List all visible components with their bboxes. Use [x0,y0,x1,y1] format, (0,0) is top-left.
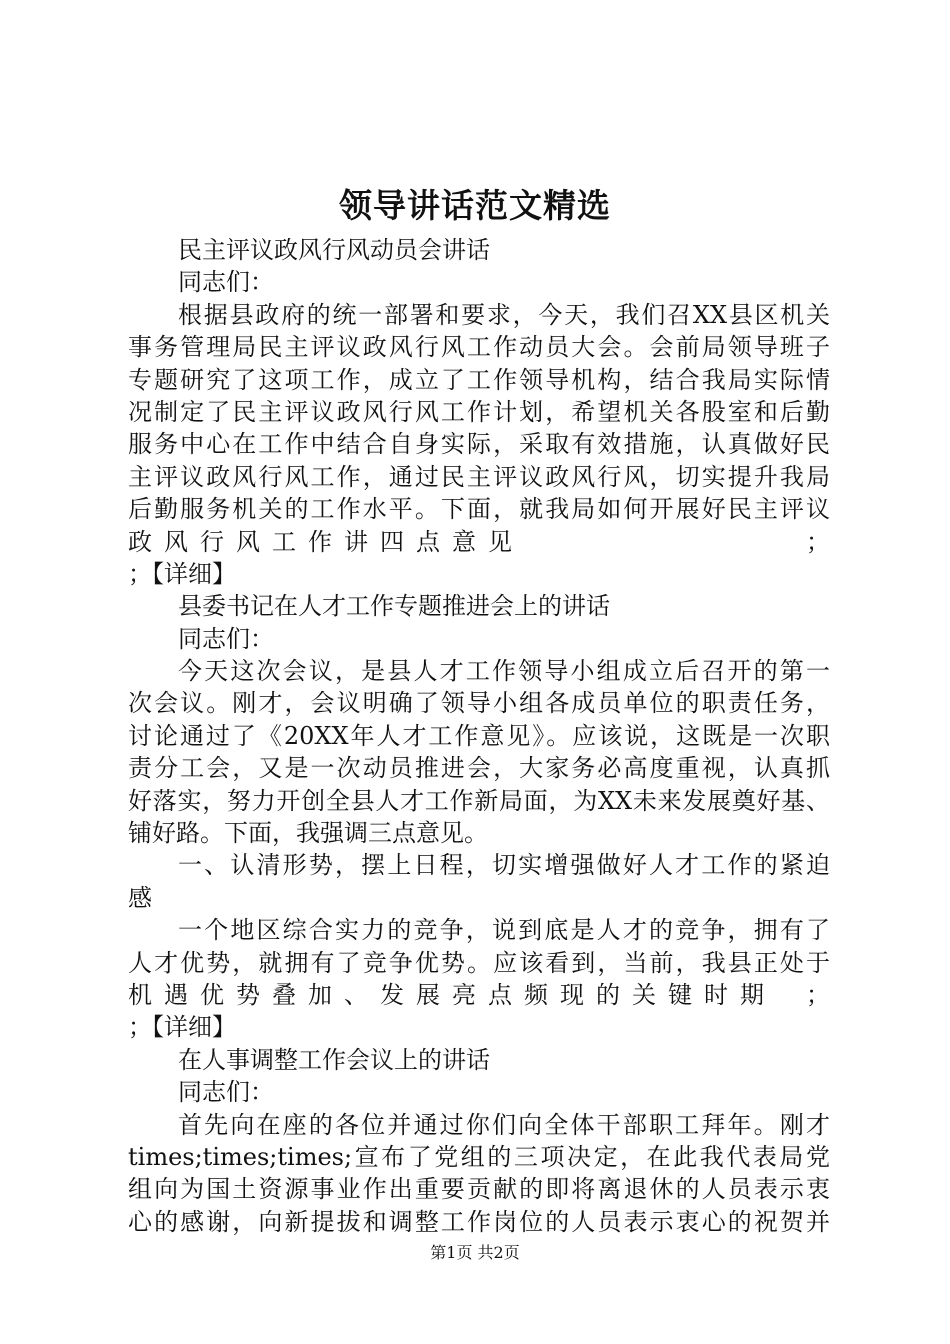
text-line: 专题研究了这项工作，成立了工作领导机构，结合我局实际情 [128,365,830,394]
text-line: 同志们： [178,624,274,653]
text-line: 民主评议政风行风动员会讲话 [178,236,490,264]
text-line: 首先向在座的各位并通过你们向全体干部职工拜年。刚才 [178,1110,830,1139]
text-line: times;times;times;宣布了党组的三项决定，在此我代表局党 [128,1142,830,1171]
text-line: 县委书记在人才工作专题推进会上的讲话 [178,592,610,621]
text-line: 况制定了民主评议政风行风工作计划，希望机关各股室和后勤 [128,397,830,426]
text-line [128,979,830,1011]
text-line: 一、认清形势，摆上日程，切实增强做好人才工作的紧迫 [178,851,830,880]
text-line: 人才优势，就拥有了竞争优势。应该看到，当前，我县正处于 [128,948,830,977]
text-line: 讨论通过了《20XX年人才工作意见》。应该说，这既是一次职 [128,721,830,750]
text-line: 根据县政府的统一部署和要求，今天，我们召XX县区机关 [178,300,830,329]
text-line: 心的感谢，向新提拔和调整工作岗位的人员表示衷心的祝贺并 [128,1207,830,1236]
text-line: 一个地区综合实力的竞争，说到底是人才的竞争，拥有了 [178,916,830,945]
text-line: 铺好路。下面，我强调三点意见。 [128,819,488,848]
text-line [128,526,830,558]
text-line: 组向为国土资源事业作出重要贡献的即将离退休的人员表示衷 [128,1175,830,1204]
page-footer: 第1页 共2页 [430,1243,520,1262]
text-line-right: ； [806,527,830,556]
text-line: ；【详细】 [128,1013,236,1042]
document-body [128,234,830,1238]
text-line-right: ； [806,980,830,1009]
document-title: 领导讲话范文精选 [339,186,611,225]
text-line: 次会议。刚才，会议明确了领导小组各成员单位的职责任务， [128,689,830,718]
text-line: 主评议政风行风工作，通过民主评议政风行风，切实提升我局 [128,462,830,491]
text-line-left: 机遇优势叠加、发展亮点频现的关键时期 [128,980,776,1009]
text-line: 后勤服务机关的工作水平。下面，就我局如何开展好民主评议 [128,495,830,524]
text-line: 事务管理局民主评议政风行风工作动员大会。会前局领导班子 [128,333,830,362]
text-line: 服务中心在工作中结合自身实际，采取有效措施，认真做好民 [128,430,830,459]
text-line-left: 政风行风工作讲四点意见 [128,527,524,556]
text-line: 今天这次会议，是县人才工作领导小组成立后召开的第一 [178,657,830,686]
text-line: 同志们： [178,1078,274,1107]
text-line: 责分工会，又是一次动员推进会，大家务必高度重视，认真抓 [128,754,830,783]
text-line: 感 [128,883,152,912]
text-line: ；【详细】 [128,559,236,588]
text-line: 好落实，努力开创全县人才工作新局面，为XX未来发展奠好基、 [128,786,830,815]
text-line: 在人事调整工作会议上的讲话 [178,1045,490,1074]
text-line: 同志们： [178,268,274,297]
